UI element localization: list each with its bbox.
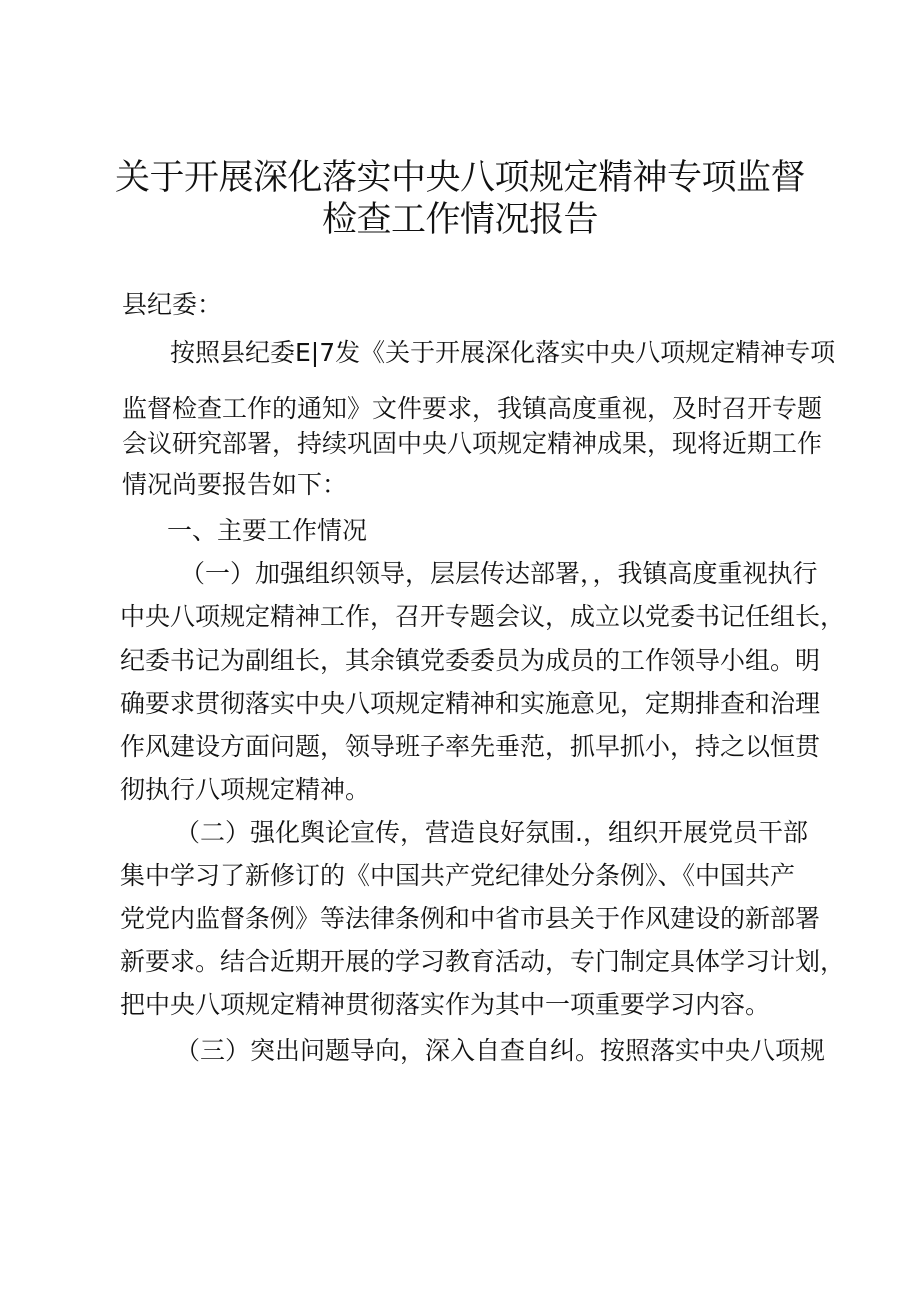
para2-line-2: 集中学习了新修订的《中国共产党纪律处分条例》、《中国共产 (120, 861, 796, 890)
para1-line-3: 纪委书记为副组长，其余镇党委委员为成员的工作领导小组。明 (120, 646, 821, 675)
intro-line-3: 会议研究部署，持续巩固中央八项规定精神成果，现将近期工作 (122, 429, 823, 458)
para2-line-4: 新要求。结合近期开展的学习教育活动，专门制定具体学习计划， (120, 947, 846, 976)
para1-line-5: 作风建设方面问题，领导班子率先垂范，抓早抓小，持之以恒贯 (120, 732, 821, 761)
para1-line-2: 中央八项规定精神工作，召开专题会议，成立以党委书记任组长， (120, 602, 846, 631)
para2-line-1: （二）强化舆论宣传，营造良好氛围.，组织开展党员干部 (175, 818, 808, 847)
para1-line-4: 确要求贯彻落实中央八项规定精神和实施意见，定期排查和治理 (120, 689, 821, 718)
para2-line-5: 把中央八项规定精神贯彻落实作为其中一项重要学习内容。 (120, 990, 771, 1019)
section-heading: 一、主要工作情况 (167, 516, 368, 545)
para1-line-6: 彻执行八项规定精神。 (120, 775, 371, 804)
para2-line-3: 党党内监督条例》等法律条例和中省市县关于作风建设的新部署 (120, 904, 821, 933)
para3-line-1: （三）突出问题导向，深入自查自纠。按照落实中央八项规 (175, 1036, 826, 1065)
document-title-line-1: 关于开展深化落实中央八项规定精神专项监督 (114, 158, 805, 198)
intro-line-4: 情况尚要报告如下： (122, 470, 348, 499)
intro-line-2: 监督检查工作的通知》文件要求，我镇高度重视，及时召开专题 (122, 394, 823, 423)
salutation: 县纪委： (122, 290, 223, 319)
document-title-line-2: 检查工作情况报告 (321, 200, 598, 240)
intro-line-1: 按照县纪委E|7发《关于开展深化落实中央八项规定精神专项 (170, 338, 836, 367)
para1-line-1: （一）加强组织领导，层层传达部署，，我镇高度重视执行 (180, 559, 818, 588)
